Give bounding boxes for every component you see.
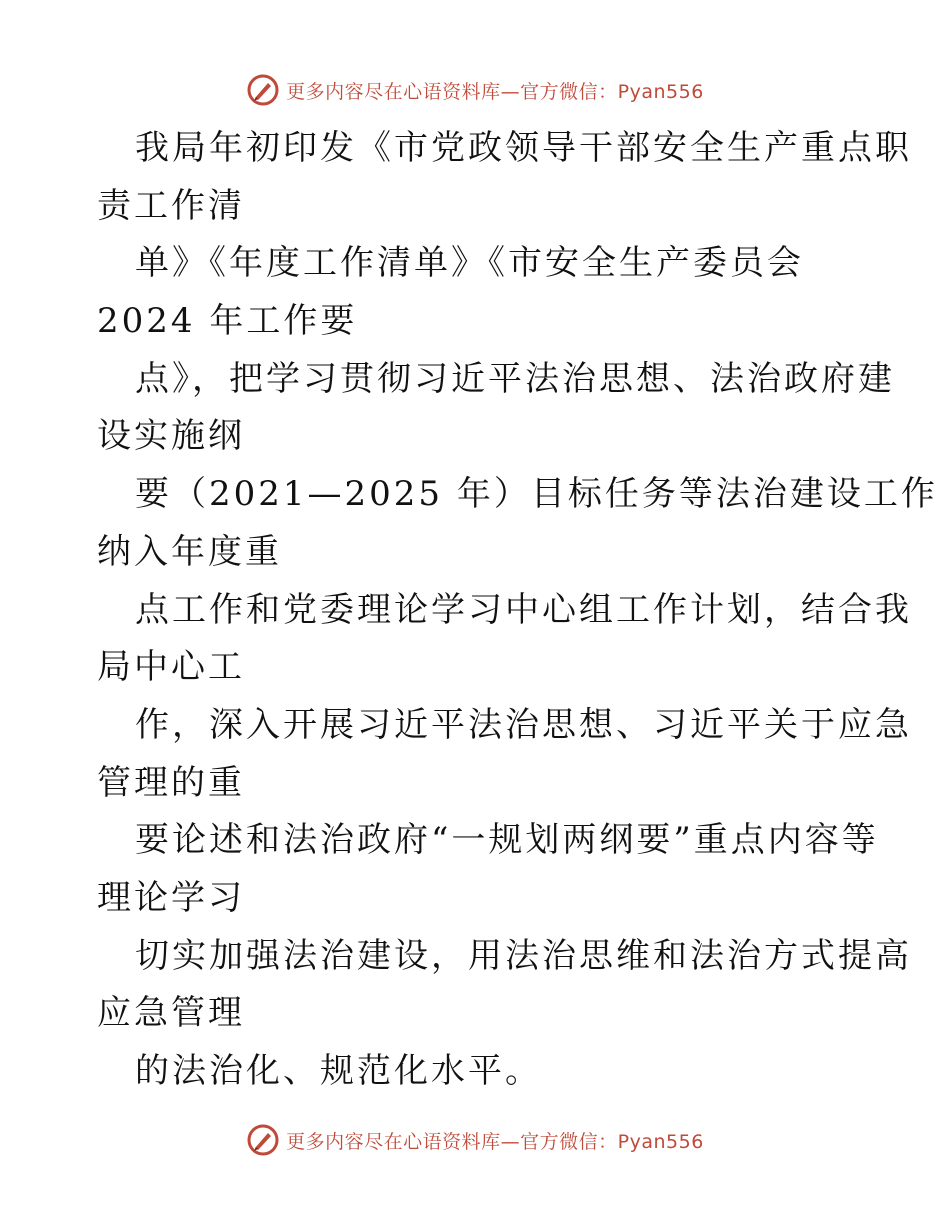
- text-line: 要论述和法治政府“一规划两纲要”重点内容等: [135, 820, 879, 861]
- text-line: 点工作和党委理论学习中心组工作计划，结合我: [135, 589, 912, 630]
- header-watermark: [0, 70, 950, 110]
- pen-seal-icon: [246, 73, 280, 107]
- footer-watermark: [0, 1120, 950, 1160]
- text-line: 要（2021—2025 年）目标任务等法治建设工作: [135, 474, 938, 515]
- text-line: 理论学习: [97, 877, 245, 918]
- text-line: 设实施纲: [97, 416, 245, 457]
- watermark-text: 更多内容尽在心语资料库—官方微信：Pyan556: [286, 1130, 704, 1153]
- text-line: 管理的重: [97, 762, 245, 803]
- text-line: 单》《年度工作清单》《市安全生产委员会: [135, 243, 804, 284]
- text-line: 应急管理: [97, 993, 245, 1034]
- text-line: 纳入年度重: [97, 531, 282, 572]
- text-line: 2024 年工作要: [97, 301, 358, 342]
- text-line: 责工作清: [97, 185, 245, 226]
- text-line: 局中心工: [97, 647, 245, 688]
- watermark-text: 更多内容尽在心语资料库—官方微信：Pyan556: [286, 80, 704, 103]
- document-body: [97, 120, 938, 1101]
- text-line: 点》，把学习贯彻习近平法治思想、法治政府建: [135, 358, 895, 399]
- text-line: 作，深入开展习近平法治思想、习近平关于应急: [135, 704, 912, 745]
- text-line: 我局年初印发《市党政领导干部安全生产重点职: [135, 128, 912, 168]
- text-line: 切实加强法治建设，用法治思维和法治方式提高: [135, 935, 912, 976]
- pen-seal-icon: [246, 1123, 280, 1157]
- text-line: 的法治化、规范化水平。: [135, 1051, 542, 1091]
